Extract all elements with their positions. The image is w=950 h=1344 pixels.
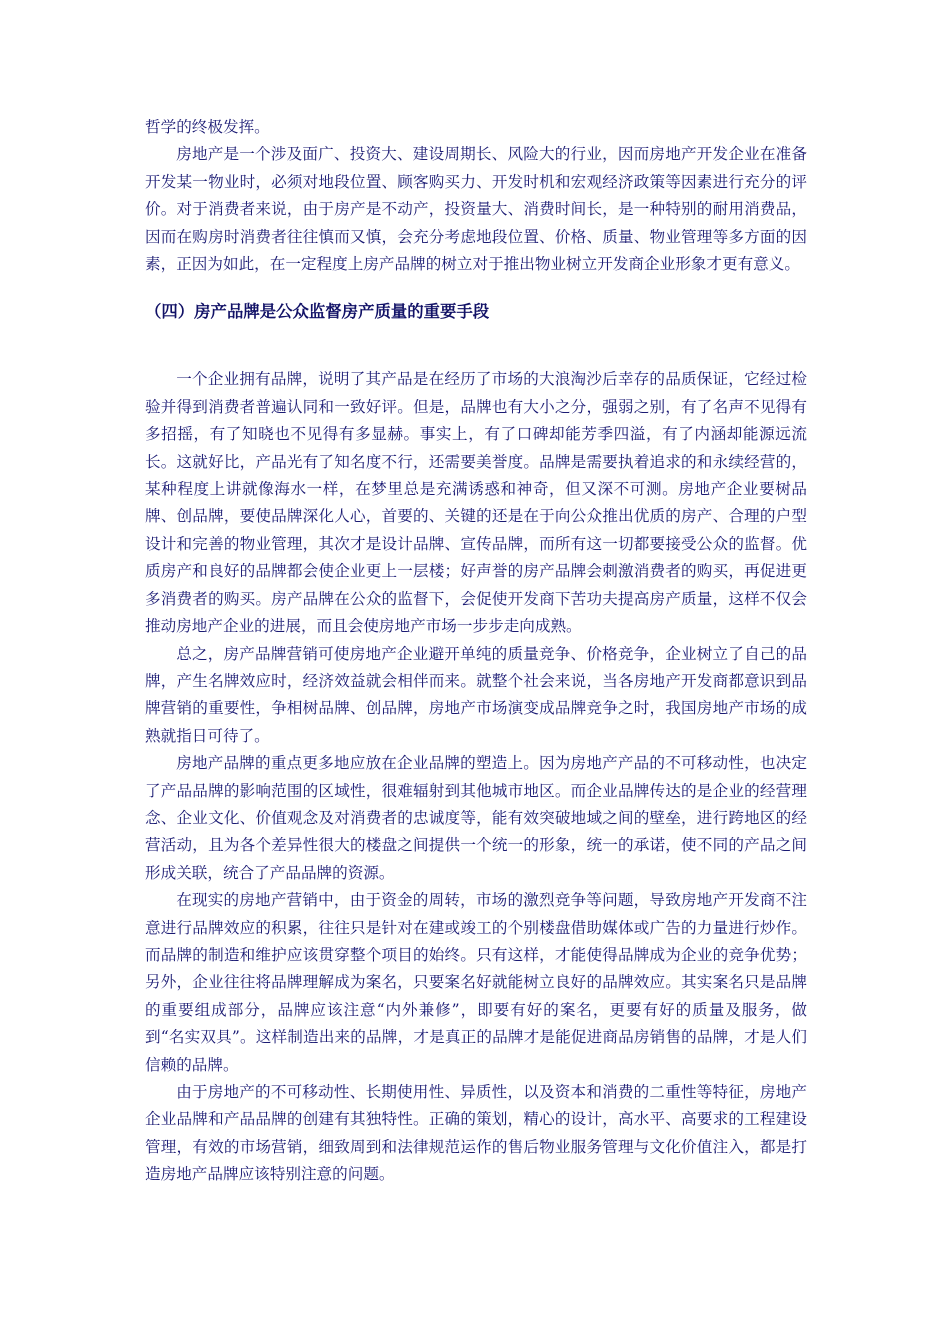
paragraph-continuation: 哲学的终极发挥。 [145, 118, 270, 136]
paragraph-brand-features: 由于房地产的不可移动性、长期使用性、异质性，以及资本和消费的二重性等特征，房地产企业品牌和产品品牌的创建有其独特性。正确的策划，精心的设计，高水平、高要求的工程建设管理，有效的市场营销，细致周到和法律规范运作的售后物业服务管理与文化价值注入，都是打造房地产品牌应该特别注意的问题。 [145, 1083, 807, 1184]
paragraph-corporate-brand: 房地产品牌的重点更多地应放在企业品牌的塑造上。因为房地产产品的不可移动性，也决定了产品品牌的影响范围的区域性，很难辐射到其他城市地区。而企业品牌传达的是企业的经营理念、企业文化、价值观念及对消费者的忠诚度等，能有效突破地域之间的壁垒，进行跨地区的经营活动，且为各个差异性很大的楼盘之间提供一个统一的形象，统一的承诺，使不同的产品之间形成关联，统合了产品品牌的资源。 [145, 754, 807, 882]
paragraph-real-estate-industry: 房地产是一个涉及面广、投资大、建设周期长、风险大的行业，因而房地产开发企业在准备开发某一物业时，必须对地段位置、顾客购买力、开发时机和宏观经济政策等因素进行充分的评价。对于消费者来说，由于房产是不动产，投资量大、消费时间长，是一种特别的耐用消费品，因而在购房时消费者往往慎而又慎，会充分考虑地段位置、价格、质量、物业管理等多方面的因素，正因为如此，在一定程度上房产品牌的树立对于推出物业树立开发商企业形象才更有意义。 [145, 145, 807, 274]
document-body [145, 114, 807, 1189]
paragraph-marketing-reality: 在现实的房地产营销中，由于资金的周转，市场的激烈竞争等问题，导致房地产开发商不注意进行品牌效应的积累，往往只是针对在建或竣工的个别楼盘借助媒体或广告的力量进行炒作。而品牌的制造和维护应该贯穿整个项目的始终。只有这样，才能使得品牌成为企业的竞争优势；另外，企业往往将品牌理解成为案名，只要案名好就能树立良好的品牌效应。其实案名只是品牌的重要组成部分，品牌应该注意“内外兼修”，即要有好的案名，更要有好的质量及服务，做到“名实双具”。这样制造出来的品牌，才是真正的品牌才是能促进商品房销售的品牌，才是人们信赖的品牌。 [145, 891, 807, 1074]
paragraph-summary: 总之，房产品牌营销可使房地产企业避开单纯的质量竞争、价格竞争，企业树立了自己的品牌，产生名牌效应时，经济效益就会相伴而来。就整个社会来说，当各房地产开发商都意识到品牌营销的重要性，争相树品牌、创品牌，房地产市场演变成品牌竞争之时，我国房地产市场的成熟就指日可待了。 [145, 644, 807, 745]
paragraph-brand-quality: 一个企业拥有品牌，说明了其产品是在经历了市场的大浪淘沙后幸存的品质保证，它经过检验并得到消费者普遍认同和一致好评。但是，品牌也有大小之分，强弱之别，有了名声不见得有多招摇，有了知晓也不见得有多显赫。事实上，有了口碑却能芳季四溢，有了内涵却能源远流长。这就好比，产品光有了知名度不行，还需要美誉度。品牌是需要执着追求的和永续经营的，某种程度上讲就像海水一样，在梦里总是充满诱惑和神奇，但又深不可测。房地产企业要树品牌、创品牌，要使品牌深化人心，首要的、关键的还是在于向公众推出优质的房产、合理的户型设计和完善的物业管理，其次才是设计品牌、宣传品牌，而所有这一切都要接受公众的监督。优质房产和良好的品牌都会使企业更上一层楼；好声誉的房产品牌会刺激消费者的购买，再促进更多消费者的购买。房产品牌在公众的监督下，会促使开发商下苦功夫提高房产质量，这样不仅会推动房地产企业的进展，而且会使房地产市场一步步走向成熟。 [145, 370, 807, 636]
section-heading: （四）房产品牌是公众监督房产质量的重要手段 [145, 302, 490, 322]
